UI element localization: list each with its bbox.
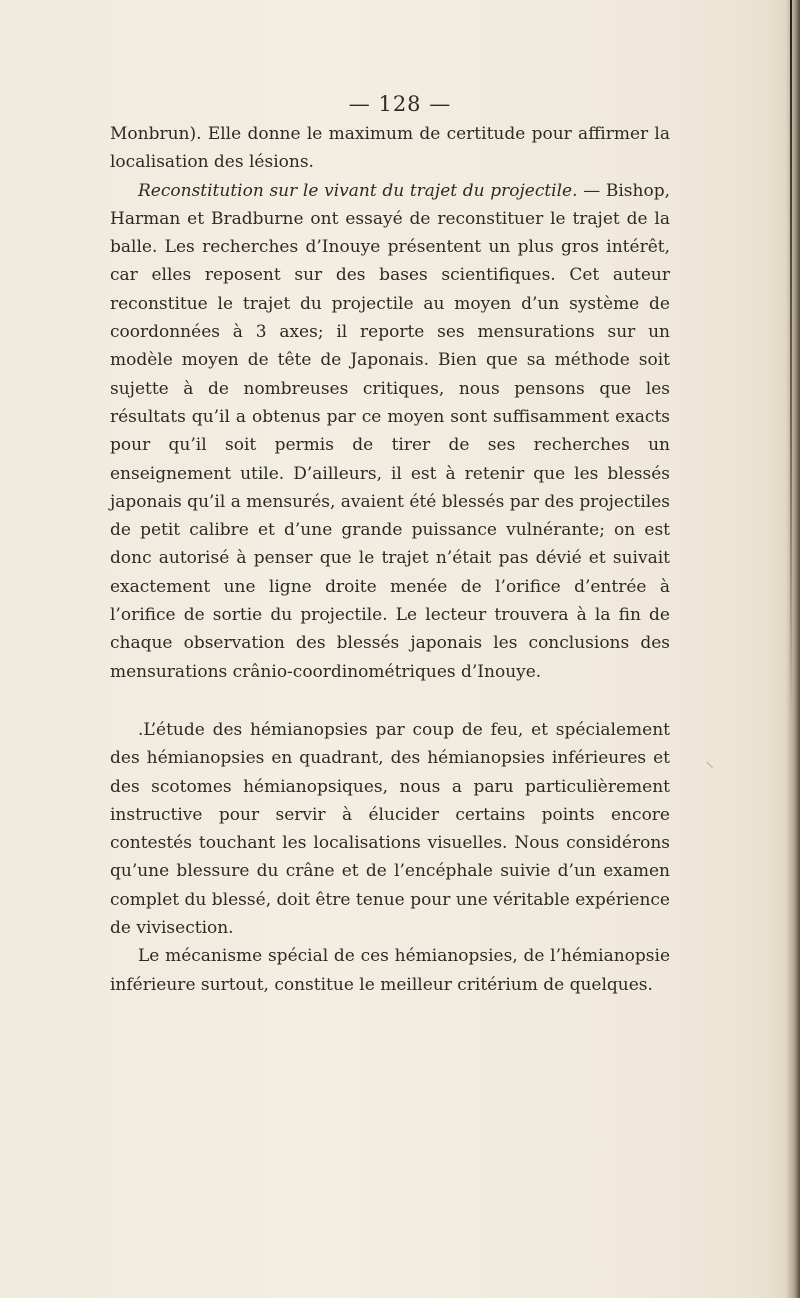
page-edge-shadow <box>786 0 800 1298</box>
paragraph-3: .L’étude des hémianopsies par coup de feu, et spécialement des hémianopsies en quadrant, des hémianopsies inférieures et des scotomes hémianopsiques, nous a paru particulièrement instructive pour servir à élucider certains points encore contestés touchant les localisations visuelles. Nous considérons qu’une blessure du crâne et de l’encéphale suivie d’un examen complet du blessé, doit être tenue pour une véritable expérience de vivisection. <box>110 719 670 939</box>
main-text <box>110 120 670 999</box>
paragraph-2-text: — Bishop, Harman et Bradburne ont essayé de reconstituer le trajet de la balle. Les recherches d’Inouye présentent un plus gros intérêt, car elles reposent sur des bases scientifiques. Cet auteur reconstitue le trajet du projectile au moyen d’un système de coordonnées à 3 axes; il reporte ses mensurations sur un modèle moyen de tête de Japonais. Bien que sa méthode soit sujette à de nombreuses critiques, nous pensons que les résultats qu’il a obtenus par ce moyen sont suffisamment exacts pour qu’il soit permis de tirer de ses recherches un enseignement utile. D’ailleurs, il est à retenir que les blessés japonais qu’il a mensurés, avaient été blessés par des projectiles de petit calibre et d’une grande puissance vulnérante; on est donc autorisé à penser que le trajet n’était pas dévié et suivait exactement une ligne droite menée de l’orifice d’entrée à l’orifice de sortie du projectile. Le lecteur trouvera à la fin de chaque observation des blessés japonais les conclusions des mensurations crânio-coordinométriques d’Inouye. <box>110 180 670 682</box>
paragraph-4: Le mécanisme spécial de ces hémianopsies, de l’hémianopsie inférieure surtout, constitue le meilleur critérium de quelques. <box>110 946 670 995</box>
paragraph-gap <box>110 686 670 716</box>
margin-tick-mark <box>706 756 718 768</box>
page-number: — 128 — <box>348 92 452 116</box>
paragraph-2 <box>110 177 670 686</box>
section-heading-italic: Reconstitution sur le vivant du trajet du projectile. <box>138 180 578 201</box>
paragraph-1: Monbrun). Elle donne le maximum de certitude pour affirmer la localisation des lésions. <box>110 124 670 173</box>
